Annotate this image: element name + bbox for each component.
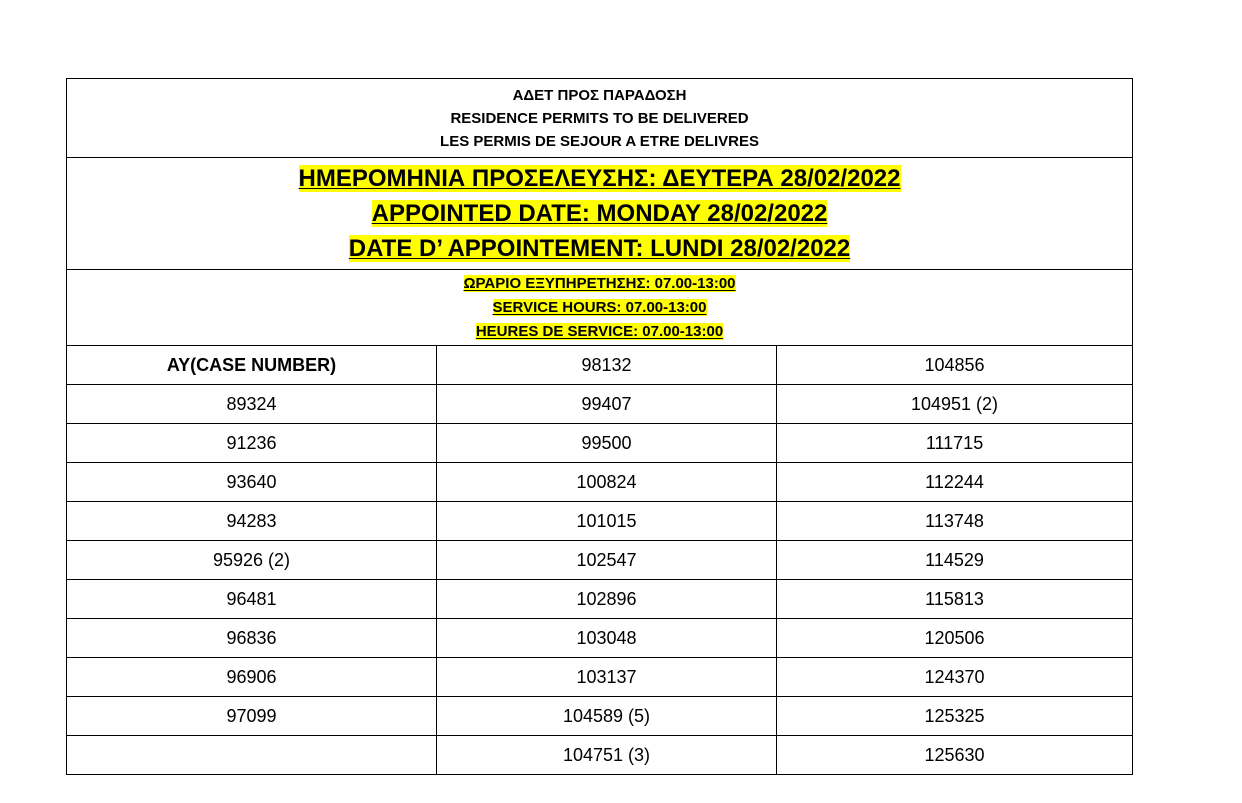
case-number-cell: 125630 bbox=[777, 736, 1133, 775]
date-cell bbox=[67, 158, 1133, 270]
case-number-cell: 89324 bbox=[67, 385, 437, 424]
table-row bbox=[67, 658, 1133, 697]
case-number-cell: 99500 bbox=[437, 424, 777, 463]
case-number-cell: 96906 bbox=[67, 658, 437, 697]
case-number-cell: 102547 bbox=[437, 541, 777, 580]
case-number-cell: 120506 bbox=[777, 619, 1133, 658]
case-number-cell: 113748 bbox=[777, 502, 1133, 541]
case-number-cell: 98132 bbox=[437, 346, 777, 385]
date-english: APPOINTED DATE: MONDAY 28/02/2022 bbox=[371, 200, 828, 227]
table-row bbox=[67, 697, 1133, 736]
case-number-cell: 103137 bbox=[437, 658, 777, 697]
case-number-cell: 96836 bbox=[67, 619, 437, 658]
case-number-cell: 112244 bbox=[777, 463, 1133, 502]
case-number-cell: 91236 bbox=[67, 424, 437, 463]
case-number-cell: 100824 bbox=[437, 463, 777, 502]
hours-french: HEURES DE SERVICE: 07.00-13:00 bbox=[475, 322, 724, 340]
title-greek: ΑΔΕΤ ΠΡΟΣ ΠΑΡΑΔΟΣΗ bbox=[512, 86, 687, 104]
table-row bbox=[67, 346, 1133, 385]
table-row bbox=[67, 619, 1133, 658]
case-number-cell: 111715 bbox=[777, 424, 1133, 463]
case-number-cell: 104856 bbox=[777, 346, 1133, 385]
case-number-cell: 124370 bbox=[777, 658, 1133, 697]
hours-greek: ΩΡΑΡΙΟ ΕΞΥΠΗΡΕΤΗΣΗΣ: 07.00-13:00 bbox=[463, 274, 736, 292]
case-number-cell bbox=[67, 736, 437, 775]
case-number-cell: 93640 bbox=[67, 463, 437, 502]
date-french: DATE D’ APPOINTEMENT: LUNDI 28/02/2022 bbox=[348, 235, 851, 262]
table-row bbox=[67, 385, 1133, 424]
case-number-cell: 103048 bbox=[437, 619, 777, 658]
table-row bbox=[67, 580, 1133, 619]
case-number-cell: 115813 bbox=[777, 580, 1133, 619]
hours-english: SERVICE HOURS: 07.00-13:00 bbox=[492, 298, 707, 316]
case-number-cell: 99407 bbox=[437, 385, 777, 424]
table-row bbox=[67, 541, 1133, 580]
table-row bbox=[67, 463, 1133, 502]
title-row bbox=[67, 79, 1133, 158]
date-greek: ΗΜΕΡΟΜΗΝΙΑ ΠΡΟΣΕΛΕΥΣΗΣ: ΔΕΥΤΕΡΑ 28/02/2022 bbox=[298, 165, 901, 192]
hours-cell bbox=[67, 270, 1133, 346]
permits-table bbox=[66, 78, 1133, 775]
column-header-case-number: AY(CASE NUMBER) bbox=[67, 346, 437, 385]
title-cell bbox=[67, 79, 1133, 158]
table-row bbox=[67, 424, 1133, 463]
case-number-cell: 104951 (2) bbox=[777, 385, 1133, 424]
case-number-cell: 101015 bbox=[437, 502, 777, 541]
case-number-cell: 104751 (3) bbox=[437, 736, 777, 775]
case-number-cell: 114529 bbox=[777, 541, 1133, 580]
case-number-cell: 97099 bbox=[67, 697, 437, 736]
case-number-cell: 95926 (2) bbox=[67, 541, 437, 580]
date-row bbox=[67, 158, 1133, 270]
hours-row bbox=[67, 270, 1133, 346]
table-row bbox=[67, 502, 1133, 541]
case-number-cell: 102896 bbox=[437, 580, 777, 619]
case-number-rows bbox=[67, 346, 1133, 775]
case-number-cell: 104589 (5) bbox=[437, 697, 777, 736]
title-english: RESIDENCE PERMITS TO BE DELIVERED bbox=[450, 109, 749, 127]
case-number-cell: 94283 bbox=[67, 502, 437, 541]
case-number-cell: 96481 bbox=[67, 580, 437, 619]
title-french: LES PERMIS DE SEJOUR A ETRE DELIVRES bbox=[440, 132, 759, 150]
case-number-cell: 125325 bbox=[777, 697, 1133, 736]
table-row bbox=[67, 736, 1133, 775]
